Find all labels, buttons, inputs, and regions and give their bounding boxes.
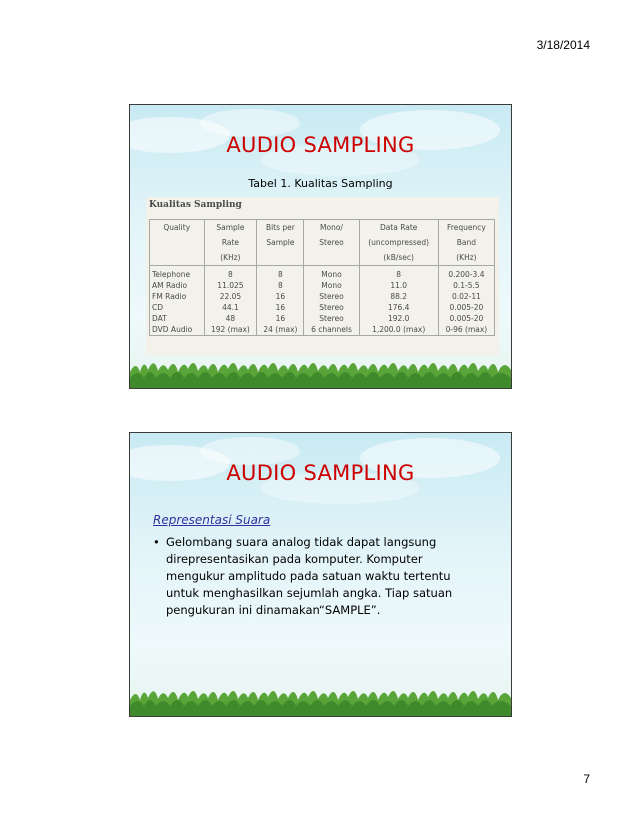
slide-audio-sampling-representation xyxy=(129,432,512,717)
table-cell: 8 xyxy=(359,266,438,281)
sampling-quality-table-image xyxy=(146,197,499,355)
table-cell: 16 xyxy=(257,302,304,313)
table-cell: Telephone xyxy=(150,266,205,281)
table-cell: 6 channels xyxy=(304,324,359,336)
table-header-cell xyxy=(257,220,304,266)
table-cell: FM Radio xyxy=(150,291,205,302)
header-text: Sample xyxy=(216,223,245,232)
table-row xyxy=(150,266,495,281)
slide-audio-sampling-table xyxy=(129,104,512,389)
header-text: (uncompressed) xyxy=(368,238,430,247)
header-text: (kB/sec) xyxy=(383,253,414,262)
table-cell: 0.200-3.4 xyxy=(438,266,494,281)
table-cell: 48 xyxy=(204,313,257,324)
table-header-cell xyxy=(438,220,494,266)
header-text: Mono/ xyxy=(320,223,343,232)
table-cell: 8 xyxy=(204,266,257,281)
table-cell: 176.4 xyxy=(359,302,438,313)
table-cell: CD xyxy=(150,302,205,313)
table-cell: 16 xyxy=(257,291,304,302)
header-text: Bits per xyxy=(265,223,295,232)
section-subtitle: Representasi Suara xyxy=(153,513,271,527)
table-cell: 44.1 xyxy=(204,302,257,313)
table-cell: 16 xyxy=(257,313,304,324)
header-text: Band xyxy=(456,238,477,247)
table-header-cell xyxy=(359,220,438,266)
table-cell: 8 xyxy=(257,266,304,281)
table-cell: 11.025 xyxy=(204,280,257,291)
slide-date: 3/18/2014 xyxy=(536,38,590,52)
table-cell: Stereo xyxy=(304,291,359,302)
table-cell: 22.05 xyxy=(204,291,257,302)
table-cell: 0.02-11 xyxy=(438,291,494,302)
table-cell: 88.2 xyxy=(359,291,438,302)
table-cell: 8 xyxy=(257,280,304,291)
table-cell: DVD Audio xyxy=(150,324,205,336)
table-row xyxy=(150,324,495,336)
grass-decoration xyxy=(130,354,511,388)
bullet-text: Gelombang suara analog tidak dapat langsung direpresentasikan pada komputer. Komputer mengukur amplitudo pada satuan waktu tertentu untuk menghasilkan sejumlah angka. Tiap satuan pengukuran ini dinamakan“SAMPLE”. xyxy=(166,535,453,617)
header-text: Frequency xyxy=(447,223,486,232)
header-text: Rate xyxy=(221,238,240,247)
table-row xyxy=(150,313,495,324)
table-row xyxy=(150,280,495,291)
table-header-cell xyxy=(304,220,359,266)
table-cell: 192.0 xyxy=(359,313,438,324)
header-text: (KHz) xyxy=(456,253,477,262)
table-cell: 11.0 xyxy=(359,280,438,291)
table-cell: 0.005-20 xyxy=(438,313,494,324)
table-caption: Tabel 1. Kualitas Sampling xyxy=(248,177,393,190)
table-row xyxy=(150,302,495,313)
sampling-quality-table xyxy=(149,219,495,336)
table-cell: Stereo xyxy=(304,313,359,324)
bullet-point xyxy=(153,534,473,619)
table-cell: Mono xyxy=(304,280,359,291)
table-cell: Mono xyxy=(304,266,359,281)
table-cell: 0-96 (max) xyxy=(438,324,494,336)
table-cell: 0.1-5.5 xyxy=(438,280,494,291)
grass-decoration xyxy=(130,682,511,716)
bullet-icon: • xyxy=(153,535,160,549)
table-cell: AM Radio xyxy=(150,280,205,291)
header-text: (KHz) xyxy=(220,253,241,262)
header-text: Quality xyxy=(163,223,191,232)
table-cell: 192 (max) xyxy=(204,324,257,336)
slide-title: AUDIO SAMPLING xyxy=(226,133,415,157)
table-cell: DAT xyxy=(150,313,205,324)
header-text: Data Rate xyxy=(379,223,418,232)
table-cell: Stereo xyxy=(304,302,359,313)
slide-title: AUDIO SAMPLING xyxy=(226,461,415,485)
table-header-cell xyxy=(204,220,257,266)
table-header-cell xyxy=(150,220,205,266)
table-cell: 24 (max) xyxy=(257,324,304,336)
table-cell: 1,200.0 (max) xyxy=(359,324,438,336)
header-text: Stereo xyxy=(319,238,344,247)
table-cell: 0.005-20 xyxy=(438,302,494,313)
table-title: Kualitas Sampling xyxy=(149,200,242,210)
page-number: 7 xyxy=(583,772,590,786)
table-row xyxy=(150,291,495,302)
header-text: Sample xyxy=(266,238,295,247)
